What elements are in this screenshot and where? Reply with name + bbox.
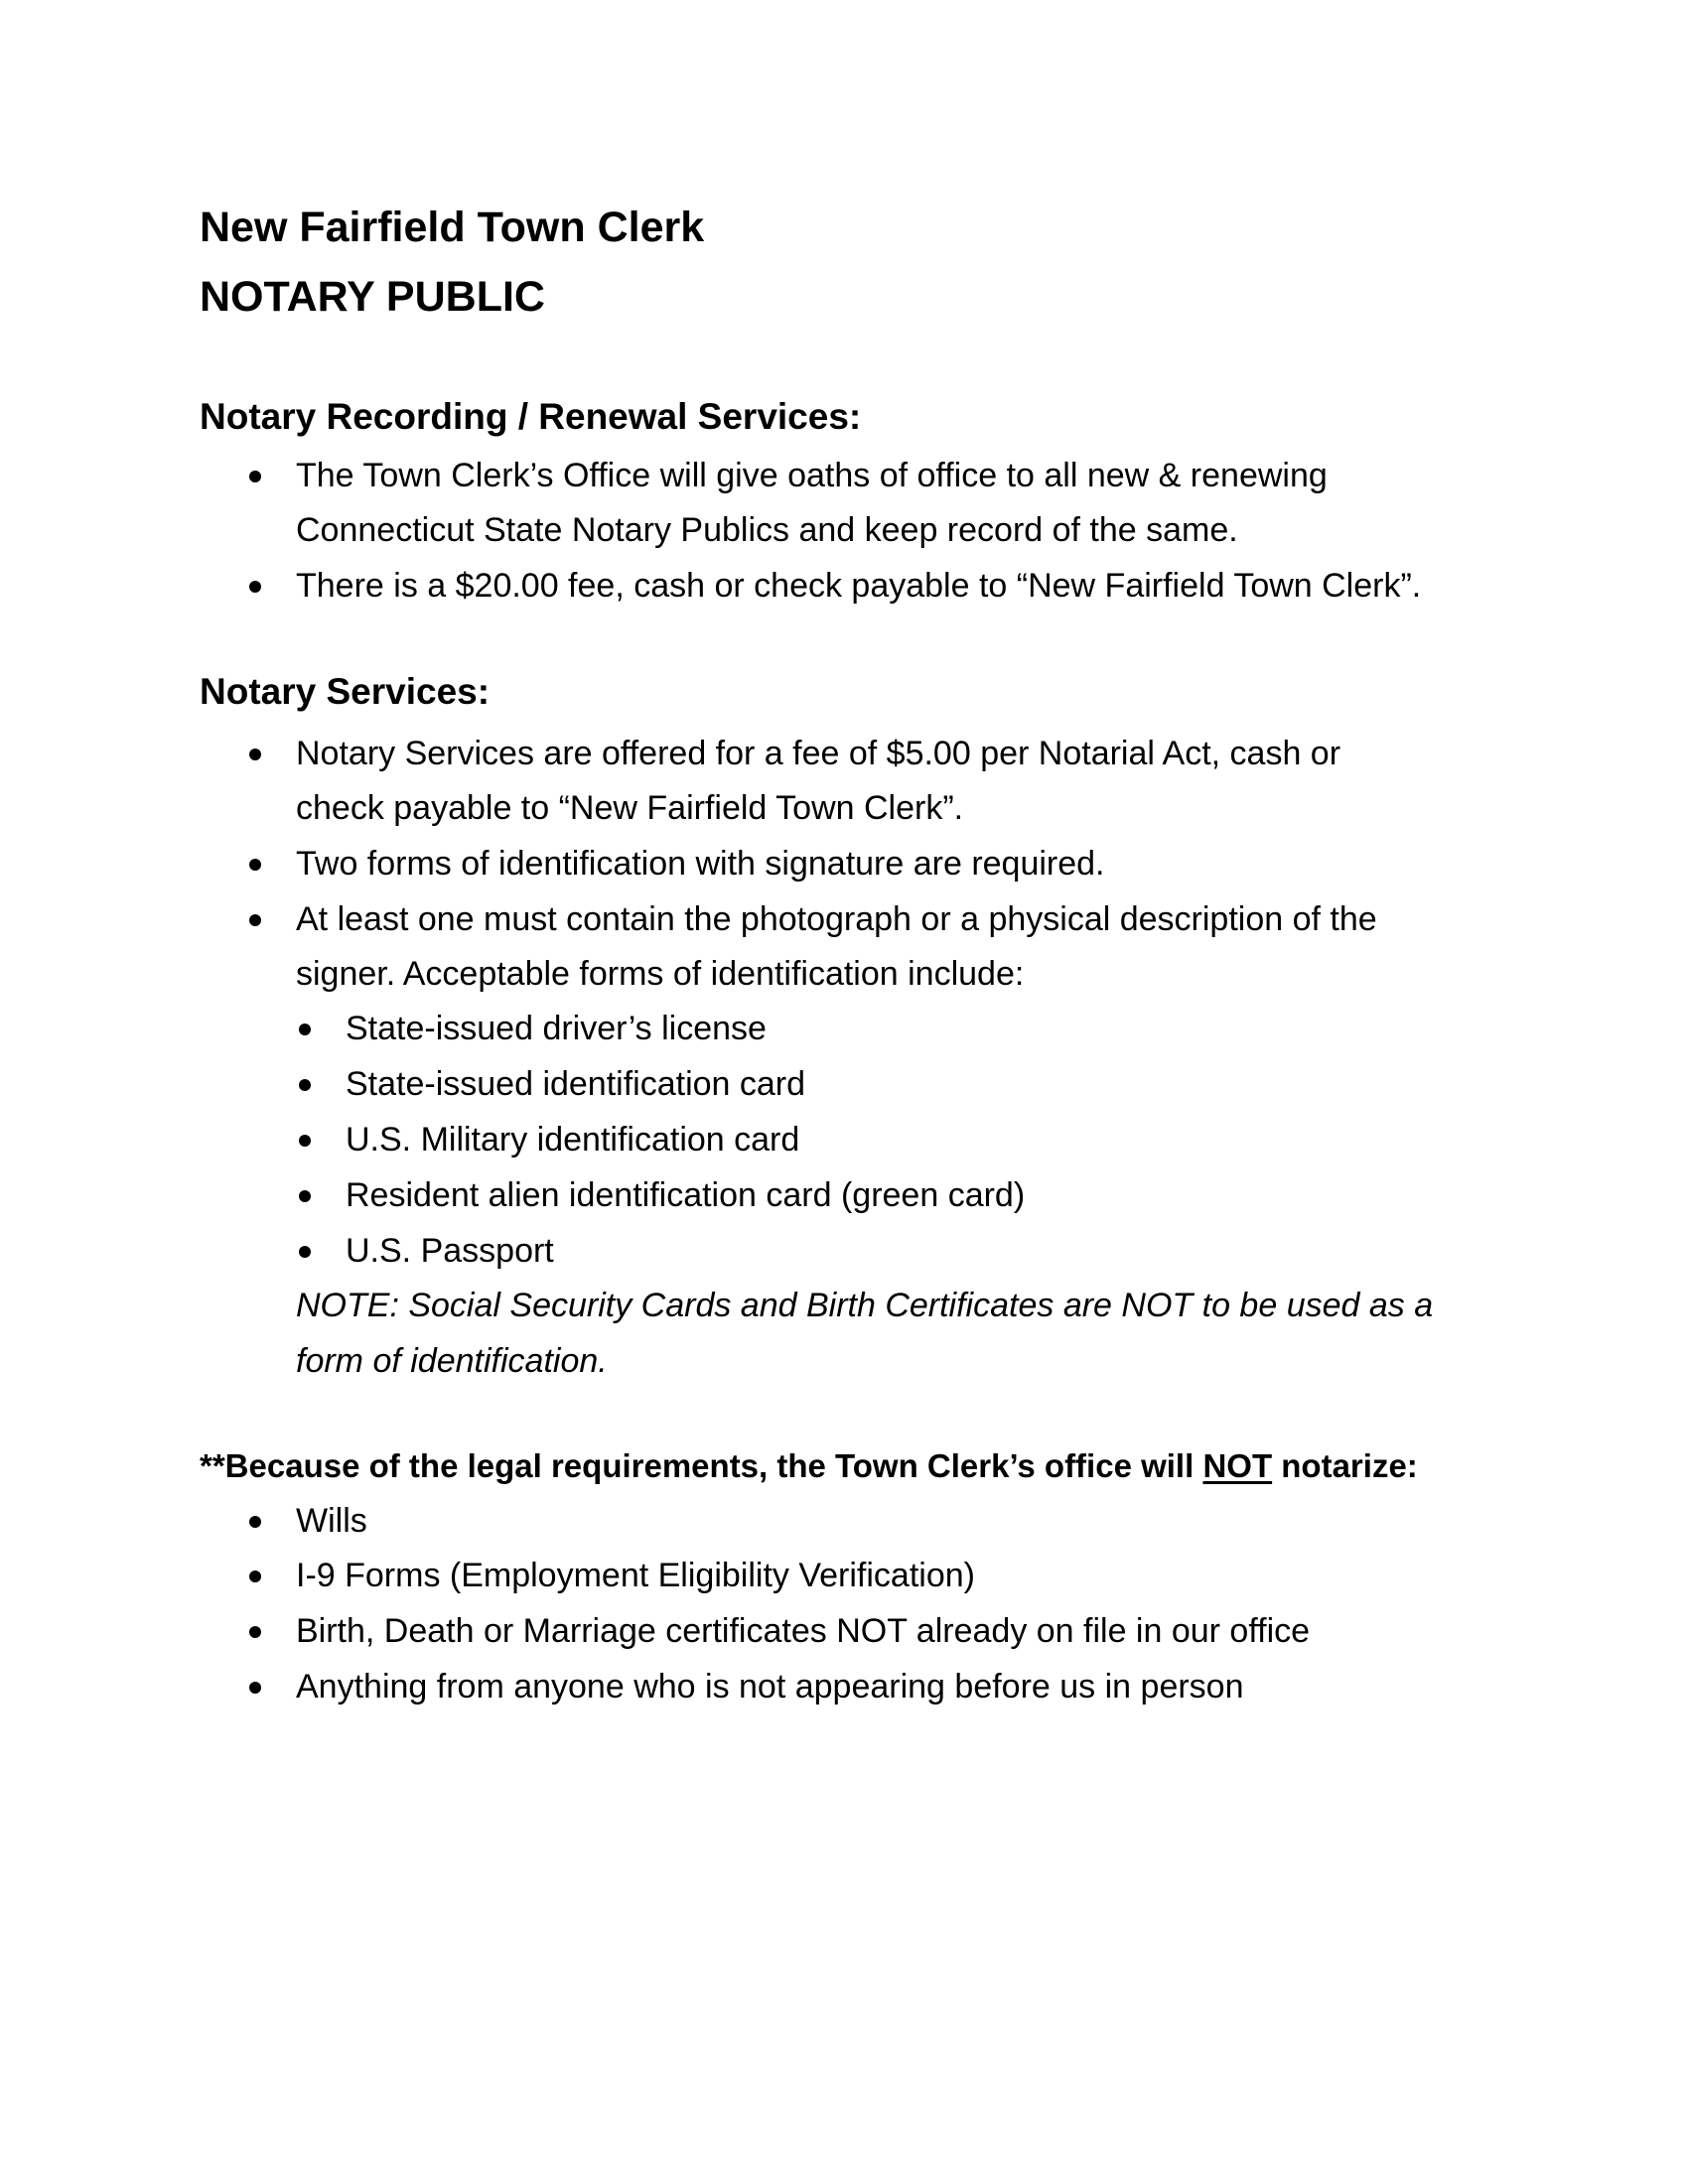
sub-list-item-text: Resident alien identification card (green card) xyxy=(346,1176,1026,1214)
document-title: New Fairfield Town Clerk xyxy=(200,204,705,251)
list-item-text: The Town Clerk’s Office will give oaths of office to all new & renewing xyxy=(296,457,1328,494)
sub-list-item-text: State-issued driver’s license xyxy=(346,1010,767,1047)
note-text: form of identification. xyxy=(296,1342,608,1380)
restrictions-intro-text: **Because of the legal requirements, the Town Clerk’s office will xyxy=(200,1447,1203,1484)
bullet-icon xyxy=(249,859,261,871)
bullet-icon xyxy=(249,749,261,760)
list-item-text: Wills xyxy=(296,1502,367,1540)
bullet-icon xyxy=(249,1570,261,1582)
bullet-icon xyxy=(249,1626,261,1638)
section-heading: Notary Recording / Renewal Services: xyxy=(200,396,862,437)
list-item-text: There is a $20.00 fee, cash or check payable to “New Fairfield Town Clerk”. xyxy=(296,567,1422,605)
bullet-icon xyxy=(249,1516,261,1528)
sub-list-item-text: U.S. Military identification card xyxy=(346,1121,800,1159)
bullet-icon xyxy=(249,1682,261,1694)
section-heading: Notary Services: xyxy=(200,671,491,712)
list-item-text: check payable to “New Fairfield Town Clerk”. xyxy=(296,789,964,827)
bullet-icon xyxy=(299,1024,311,1035)
document-subtitle: NOTARY PUBLIC xyxy=(200,273,545,321)
list-item-text: At least one must contain the photograph or a physical description of the xyxy=(296,900,1377,938)
sub-list-item-text: State-issued identification card xyxy=(346,1065,806,1103)
list-item-text: Notary Services are offered for a fee of $5.00 per Notarial Act, cash or xyxy=(296,735,1341,772)
bullet-icon xyxy=(299,1135,311,1147)
list-item-text: I-9 Forms (Employment Eligibility Verification) xyxy=(296,1557,975,1594)
list-item-text: Anything from anyone who is not appearing before us in person xyxy=(296,1668,1244,1706)
bullet-icon xyxy=(299,1190,311,1202)
bullet-icon xyxy=(249,914,261,926)
restrictions-emphasis: NOT xyxy=(1202,1447,1273,1484)
note-text: NOTE: Social Security Cards and Birth Certificates are NOT to be used as a xyxy=(296,1287,1434,1324)
list-item-text: Two forms of identification with signature are required. xyxy=(296,845,1105,883)
restrictions-intro xyxy=(200,1449,1418,1482)
bullet-icon xyxy=(249,581,261,593)
list-item-text: Connecticut State Notary Publics and keep record of the same. xyxy=(296,511,1238,549)
bullet-icon xyxy=(249,471,261,482)
bullet-icon xyxy=(299,1079,311,1091)
bullet-icon xyxy=(299,1246,311,1258)
list-item-text: Birth, Death or Marriage certificates NOT already on file in our office xyxy=(296,1612,1311,1650)
list-item-text: signer. Acceptable forms of identification include: xyxy=(296,955,1025,993)
sub-list-item-text: U.S. Passport xyxy=(346,1232,554,1270)
restrictions-intro-end: notarize: xyxy=(1272,1447,1418,1484)
